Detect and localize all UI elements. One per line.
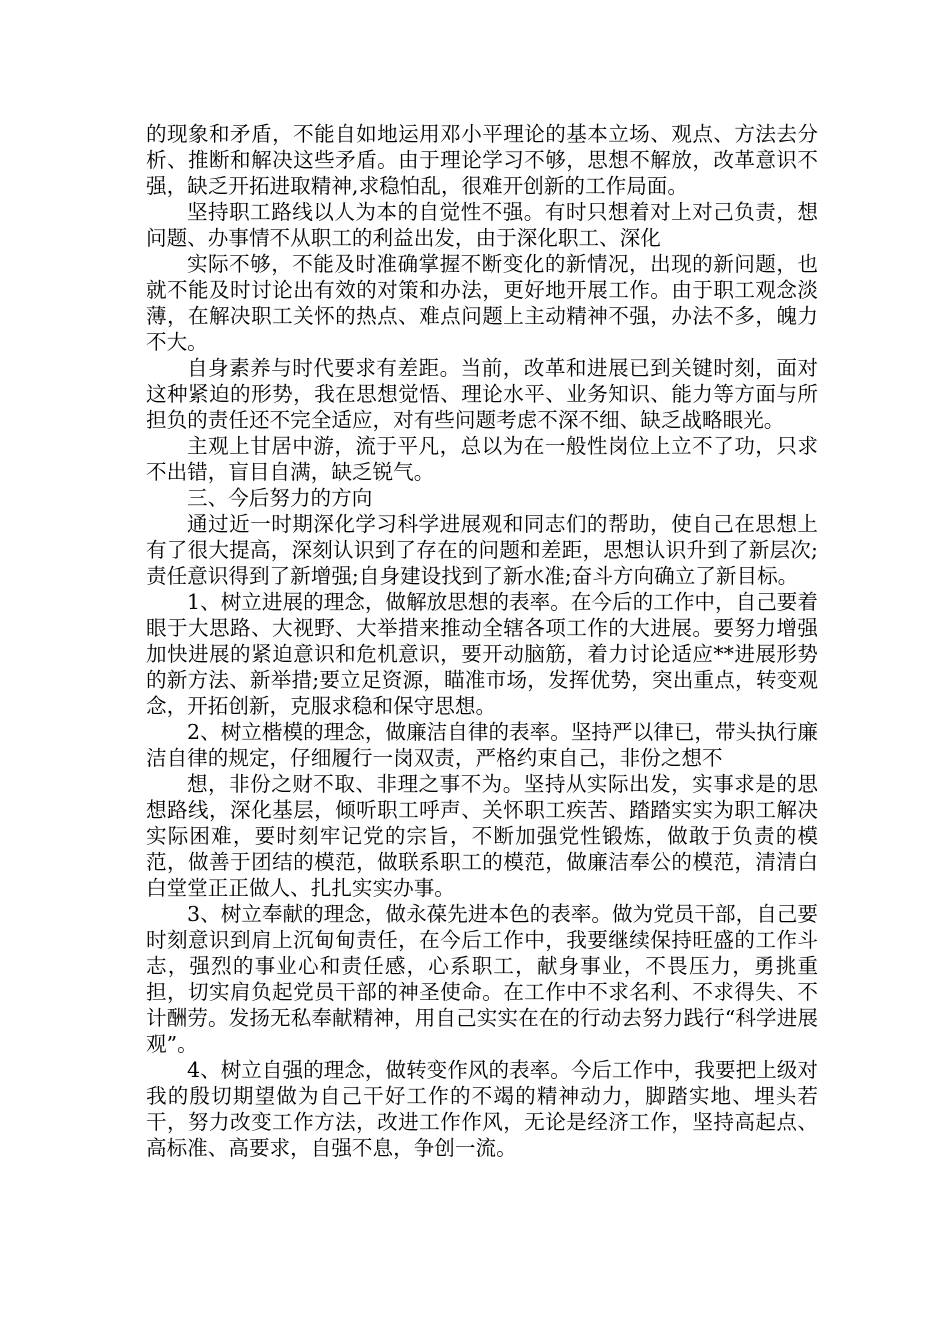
paragraph: 4、树立自强的理念，做转变作风的表率。今后工作中，我要把上级对我的殷切期望做为自己干好工作的不竭的精神动力，脚踏实地、埋头若干，努力改变工作方法，改进工作作风，无论是经济工作，坚持高起点、高标准、高要求，自强不息，争创一流。 [146, 1058, 818, 1160]
document-page [146, 121, 818, 1161]
paragraph: 通过近一时期深化学习科学进展观和同志们的帮助，使自己在思想上有了很大提高，深刻认识到了存在的问题和差距，思想认识升到了新层次;责任意识得到了新增强;自身建设找到了新水准;奋斗方向确立了新目标。 [146, 512, 818, 588]
paragraph: 实际不够，不能及时准确掌握不断变化的新情况，出现的新问题，也就不能及时讨论出有效的对策和办法，更好地开展工作。由于职工观念淡薄，在解决职工关怀的热点、难点问题上主动精神不强，办法不多，魄力不大。 [146, 252, 818, 354]
paragraph: 想，非份之财不取、非理之事不为。坚持从实际出发，实事求是的思想路线，深化基层，倾听职工呼声、关怀职工疾苦、踏踏实实为职工解决实际困难，要时刻牢记党的宗旨，不断加强党性锻炼，做敢于负责的模范，做善于团结的模范，做联系职工的模范，做廉洁奉公的模范，清清白白堂堂正正做人、扎扎实实办事。 [146, 772, 818, 900]
paragraph: 2、树立楷模的理念，做廉洁自律的表率。坚持严以律已，带头执行廉洁自律的规定，仔细履行一岗双责，严格约束自己，非份之想不 [146, 720, 818, 770]
paragraph: 3、树立奉献的理念，做永葆先进本色的表率。做为党员干部，自己要时刻意识到肩上沉甸甸责任，在今后工作中，我要继续保持旺盛的工作斗志，强烈的事业心和责任感，心系职工，献身事业，不畏压力，勇挑重担，切实肩负起党员干部的神圣使命。在工作中不求名利、不求得失、不计酬劳。发扬无私奉献精神，用自己实实在在的行动去努力践行“科学进展观”。 [146, 902, 818, 1056]
paragraph: 的现象和矛盾，不能自如地运用邓小平理论的基本立场、观点、方法去分析、推断和解决这些矛盾。由于理论学习不够，思想不解放，改革意识不强，缺乏开拓进取精神,求稳怕乱，很难开创新的工作局面。 [146, 122, 818, 198]
paragraph: 1、树立进展的理念，做解放思想的表率。在今后的工作中，自己要着眼于大思路、大视野、大举措来推动全辖各项工作的大进展。要努力增强加快进展的紧迫意识和危机意识，要开动脑筋，着力讨论适应**进展形势的新方法、新举措;要立足资源，瞄准市场，发挥优势，突出重点，转变观念，开拓创新，克服求稳和保守思想。 [146, 590, 818, 718]
paragraph: 主观上甘居中游，流于平凡，总以为在一般性岗位上立不了功，只求不出错，盲目自满，缺乏锐气。 [146, 434, 818, 484]
paragraph: 自身素养与时代要求有差距。当前，改革和进展已到关键时刻，面对这种紧迫的形势，我在思想觉悟、理论水平、业务知识、能力等方面与所担负的责任还不完全适应，对有些问题考虑不深不细、缺乏战略眼光。 [146, 356, 818, 432]
paragraph: 坚持职工路线以人为本的自觉性不强。有时只想着对上对己负责，想问题、办事情不从职工的利益出发，由于深化职工、深化 [146, 200, 818, 250]
section-heading: 三、今后努力的方向 [187, 486, 373, 510]
